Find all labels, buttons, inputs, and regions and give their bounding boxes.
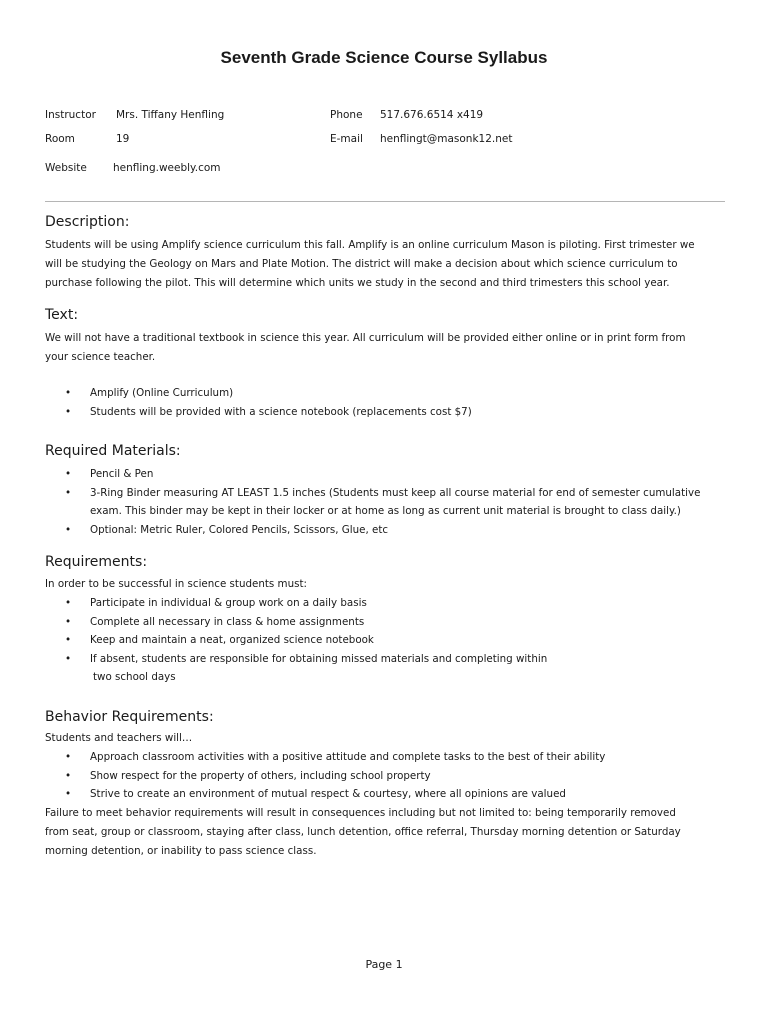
text-heading: Text: xyxy=(45,307,79,323)
bullet-icon: • xyxy=(65,387,72,399)
behavior-list xyxy=(45,748,725,804)
bullet-icon: • xyxy=(65,751,72,763)
description-line: will be studying the Geology on Mars and Plate Motion. The district will make a decision about which science curriculum to xyxy=(45,258,678,270)
text-list xyxy=(45,384,725,421)
behavior-heading: Behavior Requirements: xyxy=(45,709,214,725)
materials-list xyxy=(45,465,725,539)
email-link[interactable]: henflingt@masonk12.net xyxy=(380,133,513,145)
bullet-icon: • xyxy=(65,405,72,418)
text-line: your science teacher. xyxy=(45,351,156,363)
email-label: E-mail xyxy=(330,133,363,145)
list-item: • 3-Ring Binder measuring AT LEAST 1.5 inches (Students must keep all course material for end of semester cumulative exam. This binder may be kept in their locker or at home as long as current unit material is brought to class daily.) xyxy=(45,484,725,521)
website-link[interactable]: henfling.weebly.com xyxy=(113,162,221,174)
bullet-icon: • xyxy=(65,468,72,480)
text-paragraph xyxy=(45,329,725,367)
bullet-icon: • xyxy=(65,615,72,628)
list-item: • Approach classroom activities with a positive attitude and complete tasks to the best of their ability xyxy=(45,748,725,767)
description-paragraph xyxy=(45,236,725,293)
instructor-value: Mrs. Tiffany Henfling xyxy=(116,109,225,121)
requirements-heading: Requirements: xyxy=(45,554,148,570)
list-item: • Show respect for the property of others, including school property xyxy=(45,767,725,786)
materials-heading: Required Materials: xyxy=(45,443,181,459)
behavior-intro: Students and teachers will… xyxy=(45,732,193,744)
header-divider xyxy=(45,201,725,202)
bullet-icon: • xyxy=(65,788,72,801)
list-item: • Students will be provided with a science notebook (replacements cost $7) xyxy=(45,403,725,422)
list-item: • If absent, students are responsible for obtaining missed materials and completing within two school days xyxy=(45,650,725,687)
requirements-list xyxy=(45,594,725,687)
website-label: Website xyxy=(45,162,87,174)
list-item: • Complete all necessary in class & home assignments xyxy=(45,613,725,632)
bullet-icon: • xyxy=(65,597,72,609)
bullet-icon: • xyxy=(65,769,72,782)
instructor-label: Instructor xyxy=(45,109,96,121)
description-line: purchase following the pilot. This will determine which units we study in the second and third trimesters this school year. xyxy=(45,277,670,289)
description-line: Students will be using Amplify science curriculum this fall. Amplify is an online curriculum Mason is piloting. First trimester we xyxy=(45,239,695,251)
closing-line: from seat, group or classroom, staying after class, lunch detention, office referral, Thursday morning detention or Saturday xyxy=(45,826,681,838)
page-number: Page 1 xyxy=(365,958,403,971)
phone-value: 517.676.6514 x419 xyxy=(380,109,484,121)
bullet-icon: • xyxy=(65,652,72,665)
bullet-icon: • xyxy=(65,634,72,647)
requirements-intro: In order to be successful in science students must: xyxy=(45,578,307,590)
page-title: Seventh Grade Science Course Syllabus xyxy=(220,48,548,67)
list-item: • Optional: Metric Ruler, Colored Pencils, Scissors, Glue, etc xyxy=(45,521,725,540)
list-item: • Pencil & Pen xyxy=(45,465,725,484)
bullet-icon: • xyxy=(65,523,72,536)
list-item: • Strive to create an environment of mutual respect & courtesy, where all opinions are valued xyxy=(45,785,725,804)
list-item: • Amplify (Online Curriculum) xyxy=(45,384,725,403)
room-label: Room xyxy=(45,133,75,145)
room-value: 19 xyxy=(116,133,130,145)
description-heading: Description: xyxy=(45,214,130,230)
list-item: • Participate in individual & group work on a daily basis xyxy=(45,594,725,613)
behavior-closing xyxy=(45,804,725,861)
closing-line: morning detention, or inability to pass science class. xyxy=(45,845,317,857)
list-item: • Keep and maintain a neat, organized science notebook xyxy=(45,631,725,650)
closing-line: Failure to meet behavior requirements will result in consequences including but not limited to: being temporarily removed xyxy=(45,807,676,819)
phone-label: Phone xyxy=(330,109,363,121)
text-line: We will not have a traditional textbook in science this year. All curriculum will be provided either online or in print form from xyxy=(45,332,686,344)
bullet-icon: • xyxy=(65,486,72,499)
